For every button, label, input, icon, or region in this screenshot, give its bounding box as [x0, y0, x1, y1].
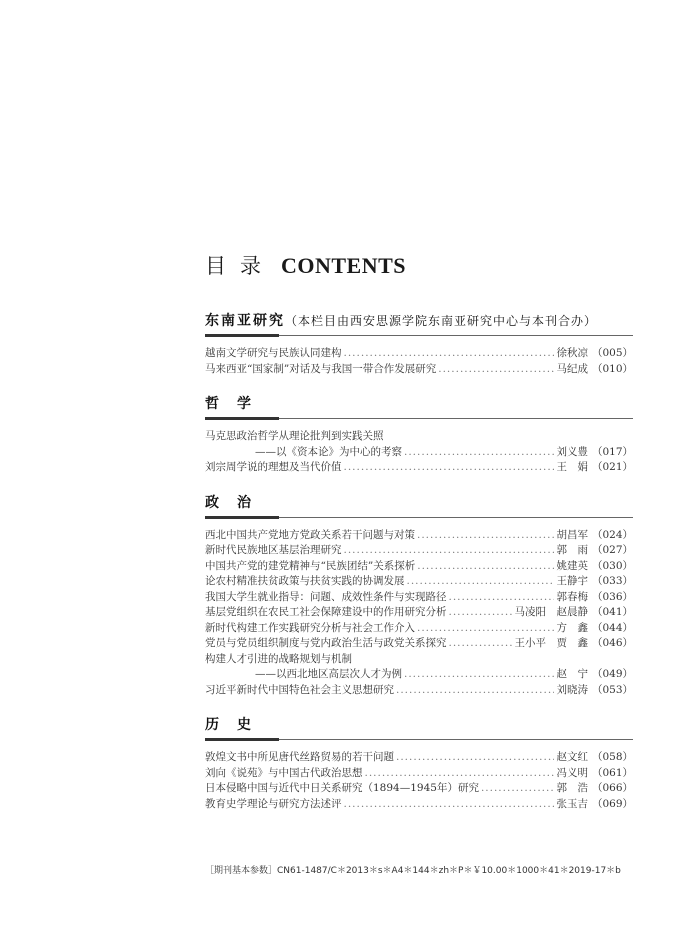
section-rule — [205, 334, 633, 340]
section-heading-sub: （本栏目由西安思源学院东南亚研究中心与本刊合办） — [285, 314, 598, 328]
leader-dots — [417, 621, 554, 637]
toc-entry[interactable] — [205, 605, 633, 621]
toc-entry[interactable] — [205, 667, 633, 683]
entry-title: 我国大学生就业指导：问题、成效性条件与实现路径 — [205, 590, 447, 603]
section-rule — [205, 516, 633, 522]
toc-entry[interactable] — [205, 683, 633, 699]
entry-title: 西北中国共产党地方党政关系若干问题与对策 — [205, 528, 415, 541]
entry-page: （041） — [591, 606, 633, 618]
leader-dots — [344, 797, 555, 813]
entry-page: （036） — [591, 590, 633, 603]
entry-author: 郭春梅 — [556, 590, 588, 603]
entry-title: 越南文学研究与民族认同建构 — [205, 347, 342, 359]
section-heading-text: 政 治 — [205, 494, 253, 511]
entry-author: 马凌阳 赵晨静 — [514, 606, 588, 618]
page-title — [205, 250, 406, 280]
entry-author: 马纪成 — [556, 362, 588, 375]
leader-dots — [396, 683, 554, 699]
entry-title: 新时代民族地区基层治理研究 — [205, 544, 342, 556]
leader-dots — [417, 559, 554, 575]
entry-title: 论农村精准扶贫政策与扶贫实践的协调发展 — [205, 575, 405, 587]
entry-page: （017） — [591, 445, 633, 458]
section-heading-text: 历 史 — [205, 717, 253, 733]
entry-title: 新时代构建工作实践研究分析与社会工作介入 — [205, 621, 415, 634]
leader-dots — [365, 766, 555, 782]
entry-title: 日本侵略中国与近代中日关系研究（1894—1945年）研究 — [205, 782, 479, 794]
entry-title: 马克思政治哲学从理论批判到实践关照 — [205, 430, 384, 442]
section-southeast-asia — [205, 312, 633, 377]
leader-dots — [407, 574, 555, 590]
leader-dots — [404, 445, 554, 461]
entry-title: 党员与党员组织制度与党内政治生活与政党关系探究 — [205, 637, 447, 649]
toc-entry[interactable] — [205, 346, 633, 362]
section-heading — [205, 716, 633, 734]
entry-page: （010） — [591, 362, 633, 375]
leader-dots — [417, 528, 554, 544]
leader-dots — [438, 362, 554, 378]
toc-entry[interactable] — [205, 460, 633, 476]
section-heading-text: 东南亚研究 — [205, 313, 285, 329]
entry-page: （049） — [591, 668, 633, 680]
entry-title: 敦煌文书中所见唐代丝路贸易的若干问题 — [205, 751, 394, 763]
toc-entry[interactable] — [205, 543, 633, 559]
section-heading — [205, 395, 633, 413]
leader-dots — [449, 636, 513, 652]
toc-entry[interactable] — [205, 559, 633, 575]
section-politics — [205, 494, 633, 699]
entry-author: 刘义豊 — [556, 445, 588, 458]
entry-author: 赵 宁 — [556, 668, 588, 680]
entry-title: 刘向《说苑》与中国古代政治思想 — [205, 766, 363, 779]
toc-entry[interactable] — [205, 636, 633, 652]
section-rule — [205, 738, 633, 744]
entry-subtitle: ——以《资本论》为中心的考察 — [255, 445, 402, 458]
leader-dots — [344, 460, 555, 476]
leader-dots — [449, 605, 513, 621]
toc-entry[interactable] — [205, 750, 633, 766]
entry-page: （024） — [591, 528, 633, 541]
entry-title: 教育史学理论与研究方法述评 — [205, 797, 342, 810]
section-philosophy — [205, 395, 633, 476]
section-heading — [205, 494, 633, 512]
entry-author: 胡昌军 — [556, 528, 588, 541]
entry-subtitle: ——以西北地区高层次人才为例 — [255, 668, 402, 680]
entry-title: 构建人才引进的战略规划与机制 — [205, 652, 352, 665]
entry-author: 方 鑫 — [556, 621, 588, 634]
toc-entry[interactable] — [205, 574, 633, 590]
section-heading — [205, 312, 633, 330]
entry-page: （005） — [591, 347, 633, 359]
toc-entry[interactable] — [205, 621, 633, 637]
entry-page: （044） — [591, 621, 633, 634]
toc-entry[interactable] — [205, 797, 633, 813]
entry-title: 中国共产党的建党精神与“民族团结”关系探析 — [205, 559, 416, 572]
entry-page: （033） — [591, 575, 633, 587]
toc-entry-title-line[interactable] — [205, 429, 633, 445]
entry-title: 基层党组织在农民工社会保障建设中的作用研究分析 — [205, 606, 447, 618]
entry-title: 刘宗周学说的理想及当代价值 — [205, 461, 342, 473]
entry-title: 习近平新时代中国特色社会主义思想研究 — [205, 683, 394, 696]
toc-entry[interactable] — [205, 781, 633, 797]
entry-author: 刘晓涛 — [556, 683, 588, 696]
title-cn: 目录 — [205, 254, 275, 278]
entry-author: 王小平 贾 鑫 — [514, 637, 588, 649]
leader-dots — [396, 750, 554, 766]
entry-author: 王静宇 — [556, 575, 588, 587]
leader-dots — [449, 590, 555, 606]
entry-page: （066） — [591, 782, 633, 794]
entry-author: 冯义明 — [556, 766, 588, 779]
entry-page: （053） — [591, 683, 633, 696]
entry-author: 王 娟 — [556, 461, 588, 473]
section-heading-text: 哲 学 — [205, 396, 253, 412]
entry-author: 郭 浩 — [556, 782, 588, 794]
journal-parameters: ［期刊基本参数］CN61-1487/C＊2013＊s＊A4＊144＊zh＊P＊￥10.00＊1000＊41＊2019-17＊b — [205, 866, 621, 876]
entry-page: （030） — [591, 559, 633, 572]
leader-dots — [344, 543, 555, 559]
leader-dots — [344, 346, 555, 362]
toc-entry[interactable] — [205, 766, 633, 782]
section-rule — [205, 417, 633, 423]
entry-page: （058） — [591, 751, 633, 763]
entry-page: （046） — [591, 637, 633, 649]
toc-entry[interactable] — [205, 362, 633, 378]
leader-dots — [404, 667, 554, 683]
section-history — [205, 716, 633, 812]
toc-entry[interactable] — [205, 590, 633, 606]
entry-page: （021） — [591, 461, 633, 473]
leader-dots — [481, 781, 555, 797]
entry-page: （027） — [591, 544, 633, 556]
table-of-contents — [205, 312, 633, 830]
entry-page: （069） — [591, 797, 633, 810]
entry-author: 姚建英 — [556, 559, 588, 572]
entry-title: 马来西亚“国家制”对话及与我国一带合作发展研究 — [205, 362, 437, 375]
entry-author: 郭 雨 — [556, 544, 588, 556]
toc-entry[interactable] — [205, 445, 633, 461]
entry-author: 张玉吉 — [556, 797, 588, 810]
entry-author: 徐秋凉 — [556, 347, 588, 359]
toc-entry[interactable] — [205, 528, 633, 544]
toc-entry-title-line[interactable] — [205, 652, 633, 668]
entry-page: （061） — [591, 766, 633, 779]
title-en: CONTENTS — [281, 253, 407, 278]
entry-author: 赵文红 — [556, 751, 588, 763]
